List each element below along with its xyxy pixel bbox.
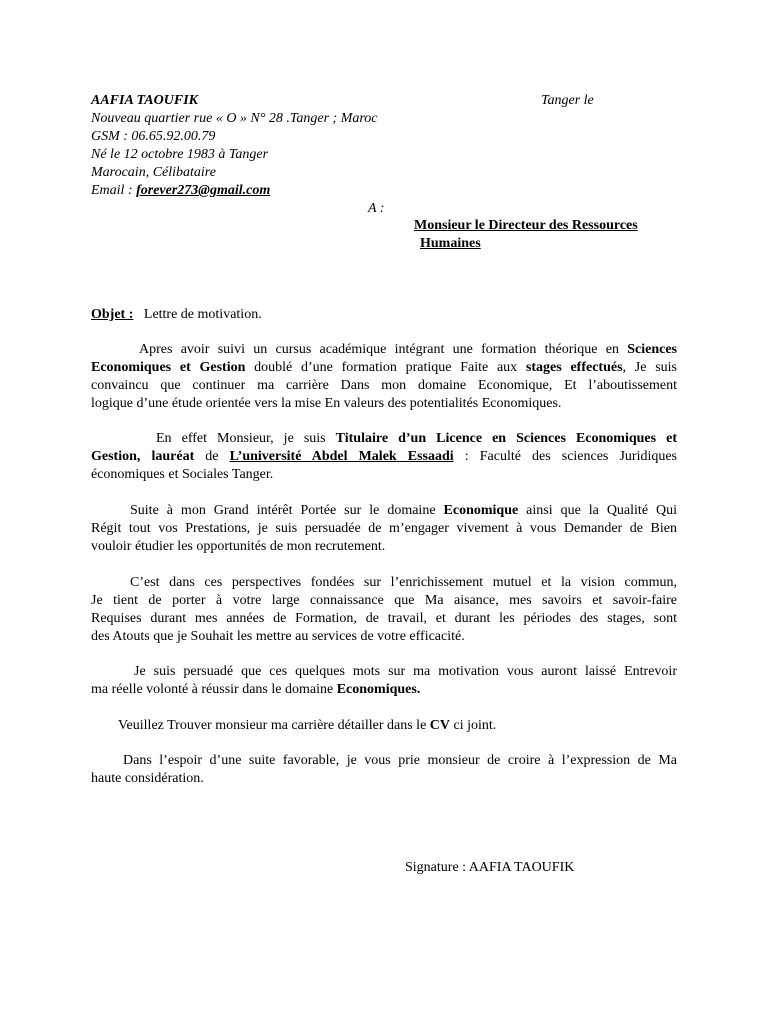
recipient-a-label: A :	[368, 201, 385, 216]
text-span: ci joint.	[450, 718, 497, 733]
paragraph-line	[91, 448, 677, 466]
paragraph-7	[91, 752, 677, 788]
place-date: Tanger le	[541, 93, 594, 108]
text-bold: Gestion, lauréat	[91, 449, 195, 464]
text-span: ainsi que la Qualité Qui	[518, 503, 677, 518]
paragraph-line: convaincu que continuer ma carrière Dans mon domaine Economique, Et l’aboutissement	[91, 378, 677, 393]
paragraph-line: des Atouts que je Souhait les mettre au services de votre efficacité.	[91, 629, 465, 644]
paragraph-line	[91, 681, 677, 699]
recipient-line-2: Humaines	[420, 236, 481, 251]
paragraph-line: Régit tout vos Prestations, je suis persuadée de m’engager vivement à vous Demander de Bien	[91, 521, 677, 536]
text-bold: Sciences	[627, 342, 677, 357]
sender-status: Marocain, Célibataire	[91, 165, 216, 180]
paragraph-line: vouloir étudier les opportunités de mon recrutement.	[91, 539, 386, 554]
paragraph-3	[91, 502, 677, 556]
text-span: Veuillez Trouver monsieur ma carrière détailler dans le	[118, 718, 430, 733]
text-bold: CV	[429, 718, 451, 733]
paragraph-1	[91, 341, 677, 413]
text-span: doublé d’une formation pratique Faite aux	[245, 360, 526, 375]
signature: Signature : AAFIA TAOUFIK	[405, 860, 575, 875]
text-span: de	[194, 449, 230, 464]
paragraph-line	[91, 717, 677, 735]
text-span: Apres avoir suivi un cursus académique intégrant une formation théorique en	[139, 342, 619, 357]
email-address[interactable]: forever273@gmail.com	[136, 183, 271, 198]
paragraph-line	[91, 359, 677, 377]
paragraph-line	[91, 341, 677, 359]
paragraph-line: haute considération.	[91, 771, 204, 786]
paragraph-line: Requises durant mes années de Formation, de travail, et durant les périodes des stages, sont	[91, 611, 677, 626]
text-span: En effet Monsieur, je suis	[156, 431, 336, 446]
paragraph-4	[91, 574, 677, 646]
paragraph-5	[91, 663, 677, 699]
text-span: : Faculté des sciences Juridiques	[453, 449, 678, 464]
sender-birth: Né le 12 octobre 1983 à Tanger	[91, 147, 269, 162]
paragraph-line: C’est dans ces perspectives fondées sur l’enrichissement mutuel et la vision commun,	[130, 575, 677, 590]
paragraph-line	[91, 430, 677, 448]
subject-label: Objet :	[91, 307, 134, 322]
paragraph-2	[91, 430, 677, 484]
text-bold: stages effectués	[525, 360, 623, 375]
paragraph-line: logique d’une étude orientée vers la mise En valeurs des potentialités Economiques.	[91, 396, 562, 411]
paragraph-line: économiques et Sociales Tanger.	[91, 467, 274, 482]
text-span: ma réelle volonté à réussir dans le domaine	[91, 682, 337, 697]
recipient-line-1: Monsieur le Directeur des Ressources	[414, 218, 638, 233]
subject-line	[91, 306, 262, 324]
text-bold: Economiques.	[336, 682, 421, 697]
text-bold: Economique	[443, 503, 519, 518]
paragraph-6	[91, 717, 677, 735]
paragraph-line: Je tient de porter à votre large connaissance que Ma aisance, mes savoirs et savoir-faire	[91, 593, 677, 608]
text-span: , Je suis	[622, 360, 678, 375]
paragraph-line: Je suis persuadé que ces quelques mots sur ma motivation vous auront laissé Entrevoir	[134, 664, 677, 679]
text-bold: Titulaire d’un Licence en Sciences Economiques et	[335, 431, 677, 446]
sender-email-line	[91, 182, 378, 200]
sender-address: Nouveau quartier rue « O » N° 28 .Tanger ; Maroc	[91, 111, 378, 126]
subject-text: Lettre de motivation.	[143, 307, 262, 322]
text-bold-underline: L’université Abdel Malek Essaadi	[229, 449, 454, 464]
paragraph-line: Dans l’espoir d’une suite favorable, je vous prie monsieur de croire à l’expression de Ma	[123, 753, 677, 768]
sender-block	[91, 92, 378, 200]
text-span: Suite à mon Grand intérêt Portée sur le domaine	[130, 503, 444, 518]
paragraph-line	[91, 502, 677, 520]
sender-name: AAFIA TAOUFIK	[91, 93, 198, 108]
email-label: Email :	[91, 183, 137, 198]
text-bold: Economiques et Gestion	[91, 360, 246, 375]
sender-gsm: GSM : 06.65.92.00.79	[91, 129, 216, 144]
